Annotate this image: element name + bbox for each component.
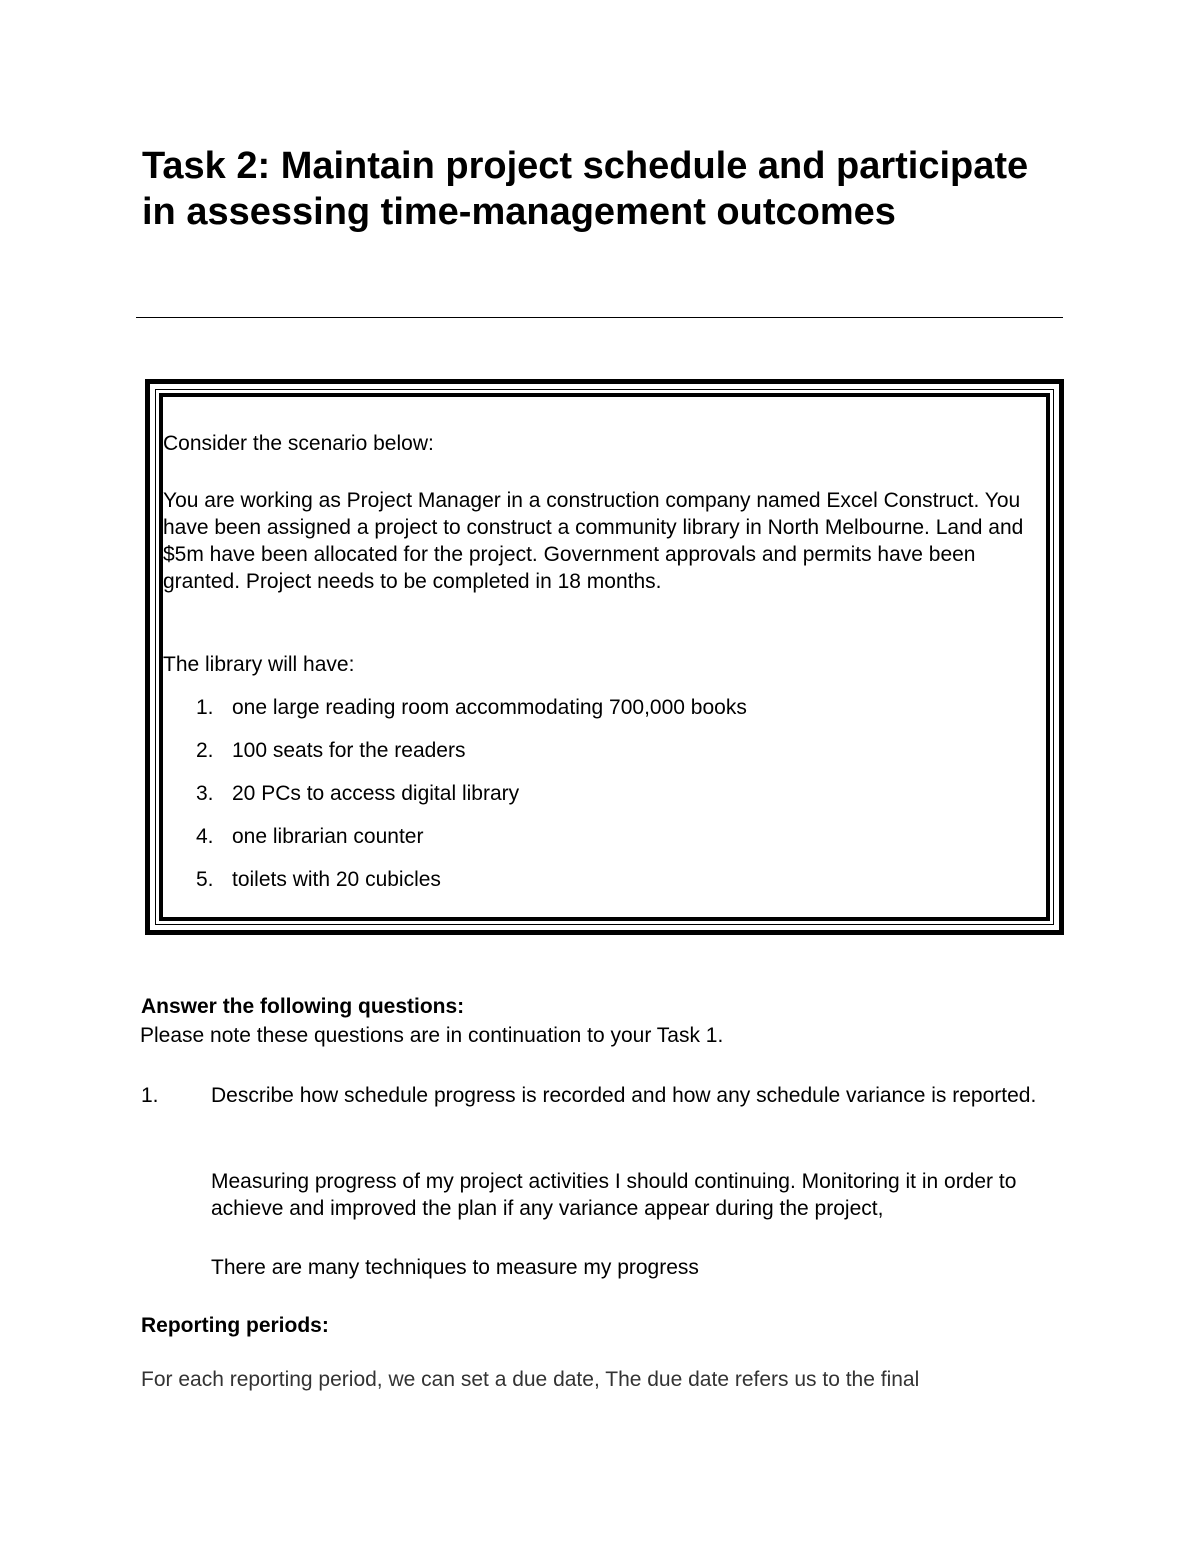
list-item-number: 3. — [196, 782, 214, 805]
list-item-text: 20 PCs to access digital library — [232, 782, 520, 805]
list-item — [196, 780, 747, 823]
list-item-text: toilets with 20 cubicles — [232, 868, 441, 891]
list-item-number: 4. — [196, 825, 214, 848]
scenario-paragraph: You are working as Project Manager in a construction company named Excel Construct. You have been assigned a project to construct a community library in North Melbourne. Land and $5m have been allocated for the project. Government approvals and permits have been granted. Project needs to be completed in 18 months. — [163, 489, 1024, 593]
answer-paragraph: There are many techniques to measure my progress — [211, 1256, 699, 1279]
answer-paragraph: Measuring progress of my project activities I should continuing. Monitoring it in order to achieve and improved the plan if any variance appear during the project, — [211, 1170, 1017, 1220]
list-item-number: 1. — [196, 696, 214, 719]
question-number: 1. — [141, 1084, 159, 1107]
list-item-number: 5. — [196, 868, 214, 891]
list-item — [196, 866, 747, 909]
reporting-heading: Reporting periods: — [141, 1314, 329, 1337]
title-divider — [136, 317, 1063, 318]
list-item — [196, 694, 747, 737]
list-item-text: 100 seats for the readers — [232, 739, 466, 762]
list-item-number: 2. — [196, 739, 214, 762]
library-intro: The library will have: — [163, 653, 355, 676]
reporting-text: For each reporting period, we can set a due date, The due date refers us to the final — [141, 1368, 920, 1391]
page-title: Task 2: Maintain project schedule and participate in assessing time-management outcomes — [142, 145, 1029, 233]
questions-note: Please note these questions are in continuation to your Task 1. — [140, 1024, 724, 1047]
library-features-list — [196, 694, 747, 909]
list-item — [196, 737, 747, 780]
list-item — [196, 823, 747, 866]
list-item-text: one librarian counter — [232, 825, 424, 848]
list-item-text: one large reading room accommodating 700,000 books — [232, 696, 747, 719]
question-text: Describe how schedule progress is recorded and how any schedule variance is reported. — [211, 1084, 1037, 1107]
scenario-intro: Consider the scenario below: — [163, 432, 434, 455]
questions-heading: Answer the following questions: — [141, 995, 465, 1018]
